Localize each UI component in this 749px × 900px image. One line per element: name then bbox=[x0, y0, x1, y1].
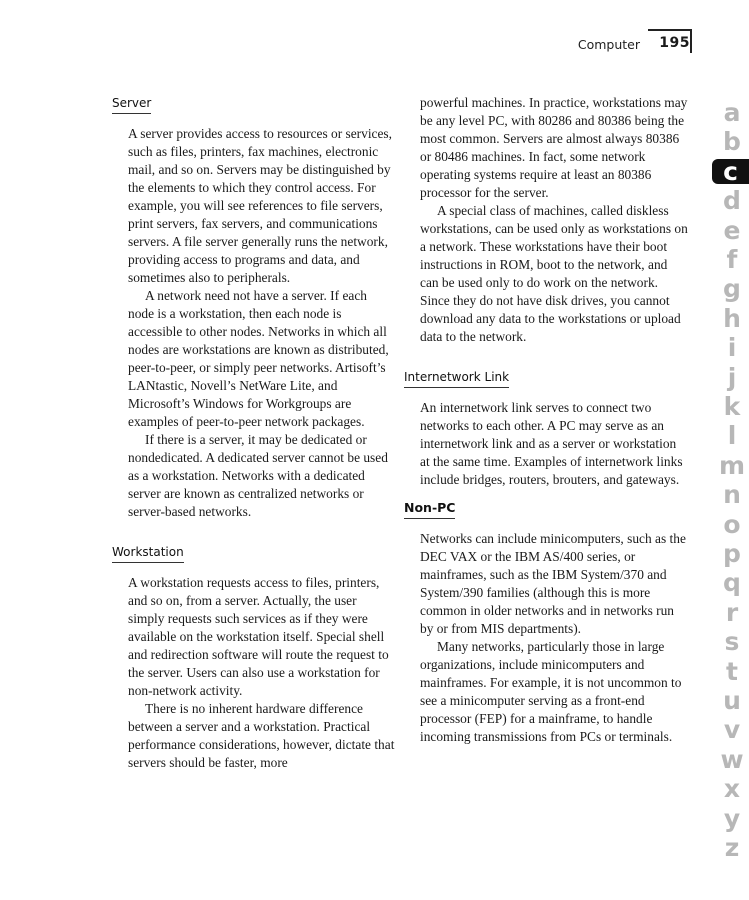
right-column bbox=[404, 94, 688, 746]
paragraph: Many networks, particularly those in large organizations, include minicomputers and mainframes. For example, it is not uncommon to see a minicomputer serving as a front-end processor (FEP) for a mainframe, to handle incoming transmissions from PCs or terminals. bbox=[420, 639, 682, 744]
thumb-index-letter-q: q bbox=[723, 568, 741, 598]
thumb-index-letter-f: f bbox=[726, 245, 738, 274]
thumb-index-letter-r: r bbox=[725, 597, 739, 627]
section-heading-workstation: Workstation bbox=[112, 543, 364, 563]
paragraph: powerful machines. In practice, workstations may be any level PC, with 80286 and 80386 being the most common. Servers are almost always 80386 or 80486 machines. In fact, some network operating systems require at least an 80386 processor for the server. bbox=[420, 95, 688, 200]
section-heading-server: Server bbox=[112, 94, 364, 114]
paragraph: There is no inherent hardware difference between a server and a workstation. Practical performance considerations, however, dictate that servers should be faster, more bbox=[128, 701, 395, 770]
thumb-index-letter-h: h bbox=[723, 303, 741, 333]
thumb-index-letter-l: l bbox=[727, 421, 737, 451]
paragraph: A network need not have a server. If each node is a workstation, then each node is accessible to other nodes. Networks in which all nodes are workstations are known as distributed, peer-to-peer, or simply peer networks. Artisoft’s LANtastic, Novell’s NetWare Lite, and Microsoft’s Windows for Workgroups are examples of peer-to-peer network packages. bbox=[128, 288, 389, 429]
thumb-index-letter-i: i bbox=[727, 333, 737, 363]
paragraph: If there is a server, it may be dedicated or nondedicated. A dedicated server cannot be used as a workstation. Networks with a dedicated server are known as centralized networks or server-based networks. bbox=[128, 432, 388, 519]
thumb-index-letter-n: n bbox=[723, 480, 741, 510]
thumb-index-letter-w: w bbox=[720, 744, 744, 774]
thumb-index-letter-x: x bbox=[723, 774, 741, 804]
thumb-index-letter-t: t bbox=[726, 656, 738, 686]
paragraph: A workstation requests access to files, printers, and so on, from a server. Actually, the user simply requests such services as if they were available on the workstation itself. Special shell and redirection software will route the request to the server. Users can also use a workstation for non-network activity. bbox=[128, 575, 389, 698]
thumb-index-letter-a: a bbox=[723, 98, 741, 127]
header-rule-horizontal bbox=[648, 29, 692, 31]
thumb-index-letter-v: v bbox=[723, 715, 741, 745]
header-rule-vertical bbox=[690, 29, 692, 53]
thumb-index-letter-d: d bbox=[723, 186, 741, 216]
thumb-index-letter-o: o bbox=[723, 509, 741, 539]
paragraph: Networks can include minicomputers, such as the DEC VAX or the IBM AS/400 series, or mainframes, such as the IBM System/370 and System/390 families (although this is more common in older networks and in networks run by or from MIS departments). bbox=[420, 531, 686, 636]
thumb-index-letter-u: u bbox=[723, 686, 741, 715]
thumb-index-letter-b: b bbox=[723, 127, 741, 157]
page-number: 195 bbox=[659, 35, 690, 51]
running-header-title: Computer bbox=[577, 37, 640, 52]
thumb-index-letter-p: p bbox=[723, 539, 741, 568]
thumb-index-letter-e: e bbox=[723, 215, 741, 245]
left-column bbox=[112, 94, 396, 772]
thumb-index-letter-s: s bbox=[724, 627, 740, 657]
thumb-index-letter-m: m bbox=[718, 450, 746, 480]
section-heading-non-pc: Non-PC bbox=[404, 499, 656, 519]
section-heading-internetwork-link: Internetwork Link bbox=[404, 368, 656, 388]
thumb-index-letter-z: z bbox=[724, 833, 740, 862]
thumb-index-letter-c: c bbox=[712, 159, 749, 184]
thumb-index-letter-k: k bbox=[723, 392, 741, 421]
paragraph: A server provides access to resources or services, such as files, printers, fax machines, electronic mail, and so on. Servers may be distinguished by the elements to which they control access. For example, you will see references to file servers, print servers, fax servers, and communications servers. A file server generally runs the network, providing access to programs and data, and sometimes also to peripherals. bbox=[128, 126, 392, 285]
thumb-index-letter-j: j bbox=[727, 362, 737, 392]
thumb-index-letter-y: y bbox=[723, 803, 741, 833]
thumb-index-letter-g: g bbox=[723, 274, 741, 304]
paragraph: An internetwork link serves to connect two networks to each other. A PC may serve as an internetwork link and as a server or workstation at the same time. Examples of internetwork links include bridges, routers, brouters, and gateways. bbox=[420, 400, 683, 487]
paragraph: A special class of machines, called diskless workstations, can be used only as workstations on a network. These workstations have their boot instructions in ROM, boot to the network, and can be used only to do work on the network. Since they do not have disk drives, you cannot download any data to the workstations or upload data to the network. bbox=[420, 203, 688, 344]
